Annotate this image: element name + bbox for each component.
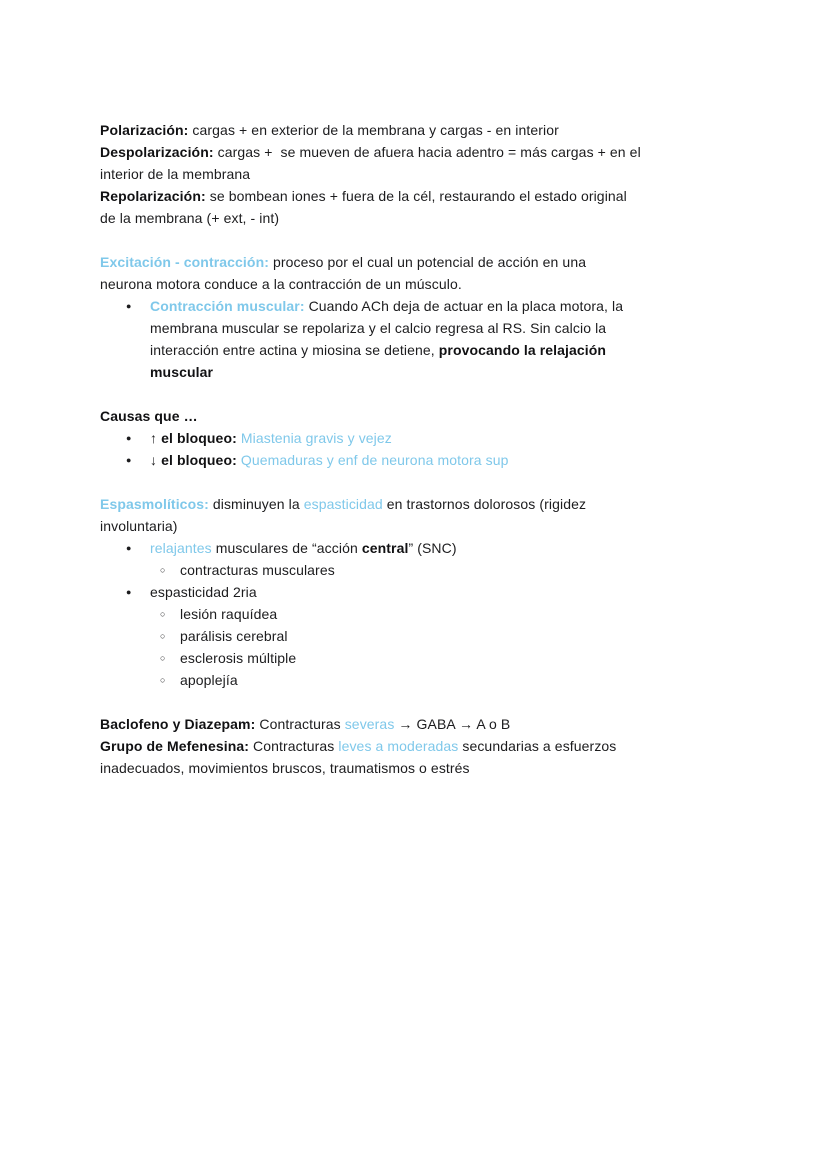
text-run: Espasmolíticos: — [100, 496, 209, 512]
text-run: espasticidad — [303, 496, 383, 512]
text-run: interior de la membrana — [100, 166, 251, 182]
text-run: central — [361, 540, 409, 556]
blank-line — [100, 383, 736, 405]
blank-line — [100, 471, 736, 493]
text-run: ↓ — [150, 452, 162, 468]
list-item-text — [180, 603, 736, 625]
text-run: Grupo de Mefenesina: — [100, 738, 250, 754]
list-item-text — [150, 581, 736, 603]
text-run: Contracción muscular: — [150, 298, 305, 314]
text-run: parálisis cerebral — [180, 628, 288, 644]
list-item — [100, 537, 736, 559]
text-run: en trastornos dolorosos (rigidez — [382, 496, 587, 512]
text-run: membrana muscular se repolariza y el calcio regresa al RS. Sin calcio la — [150, 320, 607, 336]
list-item — [100, 295, 736, 383]
text-run: Contracturas — [255, 716, 345, 732]
text-run: provocando la relajación — [438, 342, 607, 358]
text-run: apoplejía — [180, 672, 238, 688]
text-run: el bloqueo: — [161, 452, 237, 468]
list-item — [100, 581, 736, 603]
list-item-text — [180, 625, 736, 647]
list-item-text — [150, 537, 736, 559]
list-item — [100, 625, 736, 647]
list-item — [100, 427, 736, 449]
text-run: lesión raquídea — [180, 606, 278, 622]
text-run: Baclofeno y Diazepam: — [100, 716, 256, 732]
text-run: involuntaria) — [100, 518, 178, 534]
text-run: leves a moderadas — [338, 738, 459, 754]
text-run: Polarización: — [100, 122, 189, 138]
paragraph — [100, 251, 736, 295]
text-run: secundarias a esfuerzos — [458, 738, 617, 754]
text-run: contracturas musculares — [180, 562, 335, 578]
bullet-icon: ● — [126, 587, 132, 597]
bullet-list — [100, 295, 736, 383]
blank-line — [100, 229, 736, 251]
text-run: cargas + en exterior de la membrana y cargas - en interior — [188, 122, 559, 138]
bullet-icon: ● — [126, 455, 132, 465]
text-run: proceso por el cual un potencial de acción en una — [268, 254, 587, 270]
circle-bullet-icon: ○ — [160, 565, 166, 575]
text-run: muscular — [150, 364, 214, 380]
blank-line — [100, 691, 736, 713]
text-run: disminuyen la — [208, 496, 304, 512]
text-run: → GABA → A o B — [394, 716, 511, 732]
text-run: espasticidad 2ria — [150, 584, 257, 600]
text-run: se bombean iones + fuera de la cél, restaurando el estado original — [205, 188, 627, 204]
list-item-text — [150, 295, 736, 383]
list-item-text — [150, 427, 736, 449]
text-run: Causas que … — [100, 408, 198, 424]
text-run: ↑ — [150, 430, 162, 446]
text-run: severas — [344, 716, 395, 732]
bullet-icon: ● — [126, 433, 132, 443]
bullet-list — [100, 537, 736, 691]
list-item — [100, 603, 736, 625]
text-run: el bloqueo: — [161, 430, 237, 446]
text-run: Excitación - contracción: — [100, 254, 269, 270]
list-item-text — [180, 647, 736, 669]
text-run: interacción entre actina y miosina se detiene, — [150, 342, 439, 358]
paragraph — [100, 493, 736, 537]
list-item-text — [180, 669, 736, 691]
notes-content — [100, 119, 736, 779]
text-run: Miastenia gravis y vejez — [240, 430, 392, 446]
text-run: Contracturas — [249, 738, 339, 754]
text-run: Repolarización: — [100, 188, 206, 204]
circle-bullet-icon: ○ — [160, 609, 166, 619]
list-item — [100, 647, 736, 669]
text-run: de la membrana (+ ext, - int) — [100, 210, 280, 226]
paragraph — [100, 119, 736, 229]
text-run: Despolarización: — [100, 144, 214, 160]
list-item-text — [180, 559, 736, 581]
list-item — [100, 559, 736, 581]
text-run: cargas + se mueven de afuera hacia adentro = más cargas + en el — [213, 144, 641, 160]
text-run: Quemaduras y enf de neurona motora sup — [240, 452, 509, 468]
list-item — [100, 669, 736, 691]
bullet-icon: ● — [126, 543, 132, 553]
bullet-icon: ● — [126, 301, 132, 311]
text-run: Cuando ACh deja de actuar en la placa motora, la — [304, 298, 624, 314]
text-run: ” (SNC) — [408, 540, 457, 556]
list-item — [100, 449, 736, 471]
circle-bullet-icon: ○ — [160, 653, 166, 663]
text-run: relajantes — [150, 540, 212, 556]
text-run: inadecuados, movimientos bruscos, traumatismos o estrés — [100, 760, 470, 776]
text-run: neurona motora conduce a la contracción de un músculo. — [100, 276, 462, 292]
bullet-list — [100, 427, 736, 471]
text-run: esclerosis múltiple — [180, 650, 297, 666]
circle-bullet-icon: ○ — [160, 631, 166, 641]
circle-bullet-icon: ○ — [160, 675, 166, 685]
text-run: musculares de “acción — [211, 540, 362, 556]
list-item-text — [150, 449, 736, 471]
paragraph — [100, 405, 736, 427]
paragraph — [100, 713, 736, 779]
